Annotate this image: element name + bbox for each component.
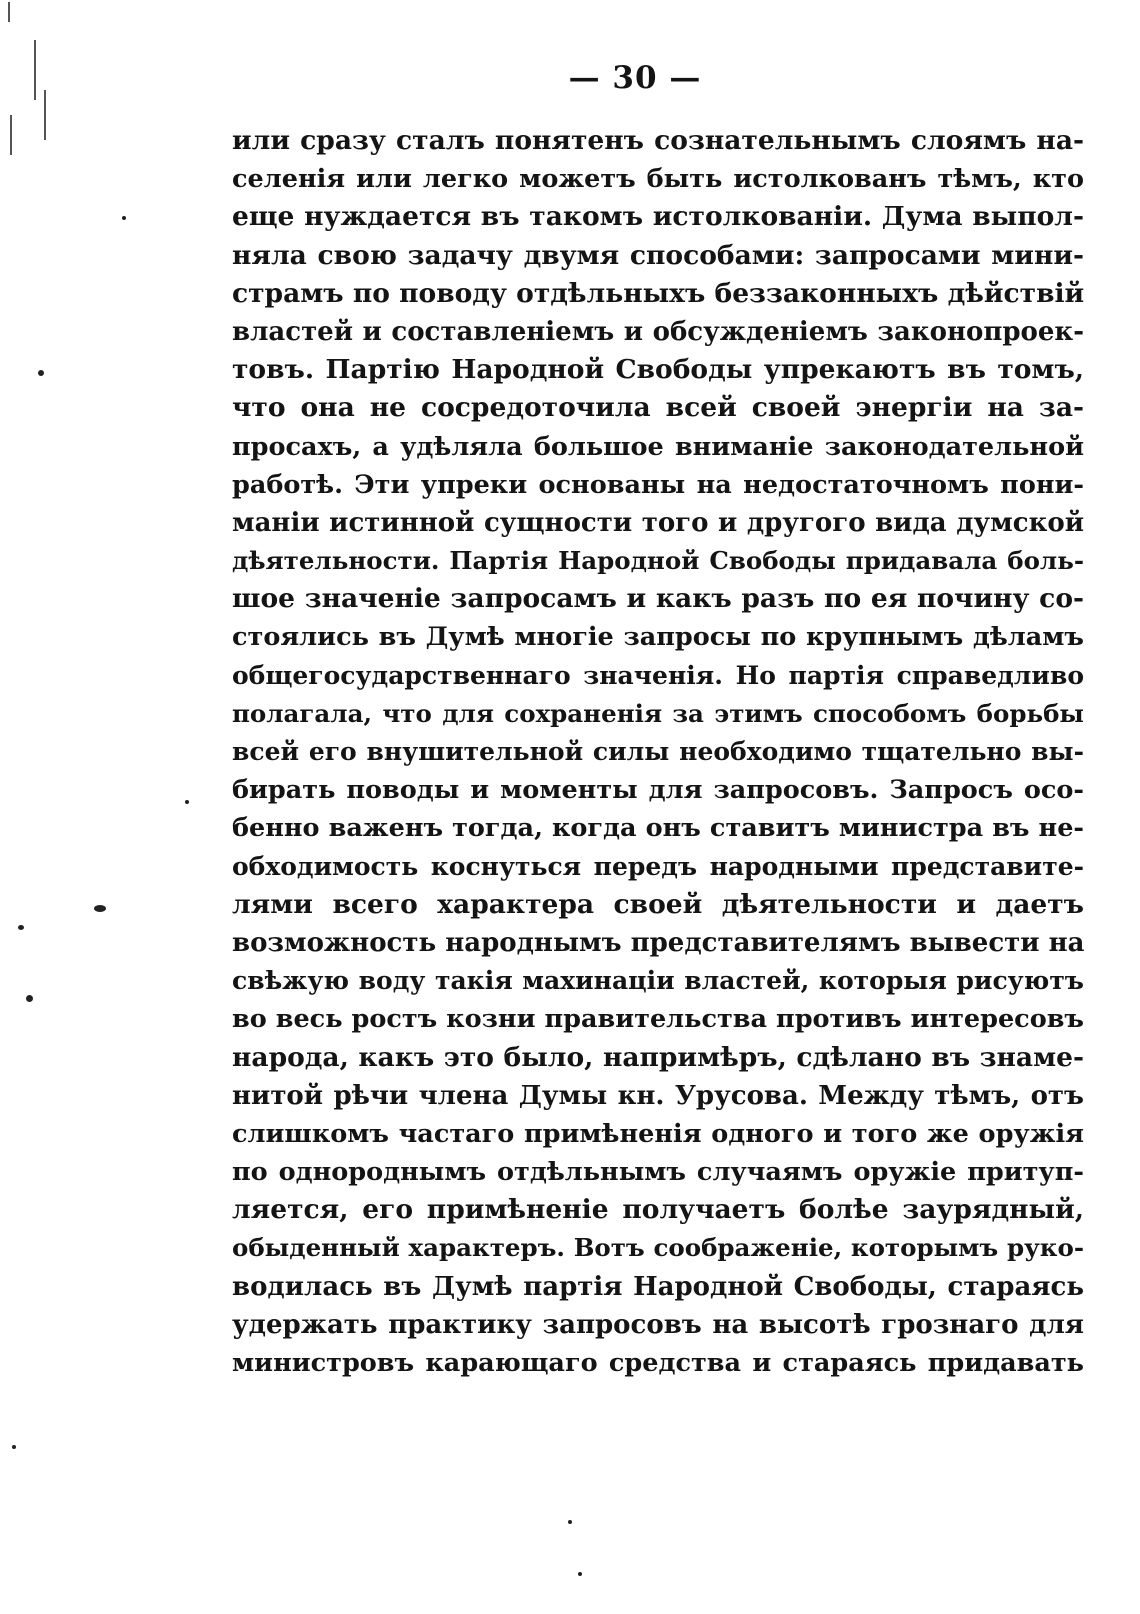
text-line: товъ. Партію Народной Свободы упрекаютъ въ томъ, — [232, 354, 1084, 386]
text-line: возможность народнымъ представителямъ вывести на — [232, 927, 1084, 958]
text-line: свѣжую воду такія махинаціи властей, которыя рисуютъ — [232, 966, 1084, 996]
scan-edge-mark — [44, 90, 46, 140]
scan-speck — [26, 995, 33, 1002]
text-line: министровъ карающаго средства и стараясь придавать — [232, 1348, 1084, 1378]
scan-edge-mark — [34, 40, 36, 100]
text-line: властей и составленіемъ и обсужденіемъ законопроек- — [232, 316, 1084, 347]
text-line: лями всего характера своей дѣятельности и даетъ — [232, 888, 1084, 920]
scan-speck — [122, 216, 126, 220]
scan-speck — [568, 1520, 572, 1524]
scan-speck — [18, 925, 24, 930]
text-line: во весь ростъ козни правительства противъ интересовъ — [232, 1004, 1084, 1035]
scan-speck — [12, 1445, 16, 1449]
text-line: общегосударственнаго значенія. Но партія справедливо — [232, 660, 1084, 690]
text-line: всей его внушительной силы необходимо тщательно вы- — [232, 737, 1084, 766]
text-line: полагала, что для сохраненія за этимъ способомъ борьбы — [232, 698, 1084, 728]
text-line: ляется, его примѣненіе получаетъ болѣе заурядный, — [232, 1194, 1084, 1226]
text-line: бирать поводы и моменты для запросовъ. Запросъ осо- — [232, 775, 1084, 806]
text-line: дѣятельности. Партія Народной Свободы придавала боль- — [232, 546, 1084, 576]
text-line: селенія или легко можетъ быть истолкованъ тѣмъ, кто — [232, 164, 1084, 195]
scan-speck — [185, 800, 189, 804]
text-line: няла свою задачу двумя способами: запросами мини- — [232, 239, 1084, 271]
text-line: удержать практику запросовъ на высотѣ грознаго для — [232, 1309, 1084, 1340]
scan-edge-mark — [10, 115, 12, 155]
text-line: слишкомъ частаго примѣненія одного и того же оружія — [232, 1118, 1084, 1149]
text-line: еще нуждается въ такомъ истолкованіи. Дума выпол- — [232, 201, 1084, 233]
text-line: страмъ по поводу отдѣльныхъ беззаконныхъ дѣйствій — [232, 277, 1084, 309]
scan-speck — [578, 1572, 582, 1576]
text-line: обходимость коснуться передъ народными представите- — [232, 851, 1084, 881]
page-number: — 30 — — [568, 60, 702, 96]
text-line: шое значеніе запросамъ и какъ разъ по ея почину со- — [232, 583, 1084, 615]
text-line: бенно важенъ тогда, когда онъ ставитъ министра въ не- — [232, 813, 1084, 844]
body-text — [232, 122, 1084, 1382]
text-line: стоялись въ Думѣ многіе запросы по крупнымъ дѣламъ — [232, 622, 1084, 653]
text-line: работѣ. Эти упреки основаны на недостаточномъ пони- — [232, 469, 1084, 500]
text-line: нитой рѣчи члена Думы кн. Урусова. Между тѣмъ, отъ — [232, 1080, 1084, 1111]
scan-edge-mark — [8, 2, 10, 22]
text-line: народа, какъ это было, напримѣръ, сдѣлано въ знаме- — [232, 1041, 1084, 1073]
scan-speck — [38, 370, 44, 376]
text-line: по однороднымъ отдѣльнымъ случаямъ оружіе притуп- — [232, 1157, 1084, 1188]
scan-speck — [94, 905, 106, 912]
text-line: маніи истинной сущности того и другого вида думской — [232, 507, 1084, 538]
text-line: что она не сосредоточила всей своей энергіи на за- — [232, 392, 1084, 424]
text-line: или сразу сталъ понятенъ сознательнымъ слоямъ на- — [232, 125, 1084, 156]
text-line: просахъ, а удѣляла большое вниманіе законодательной — [232, 431, 1084, 462]
text-line: обыденный характеръ. Вотъ соображеніе, которымъ руко- — [232, 1233, 1084, 1263]
text-line: водилась въ Думѣ партія Народной Свободы, стараясь — [232, 1271, 1084, 1302]
